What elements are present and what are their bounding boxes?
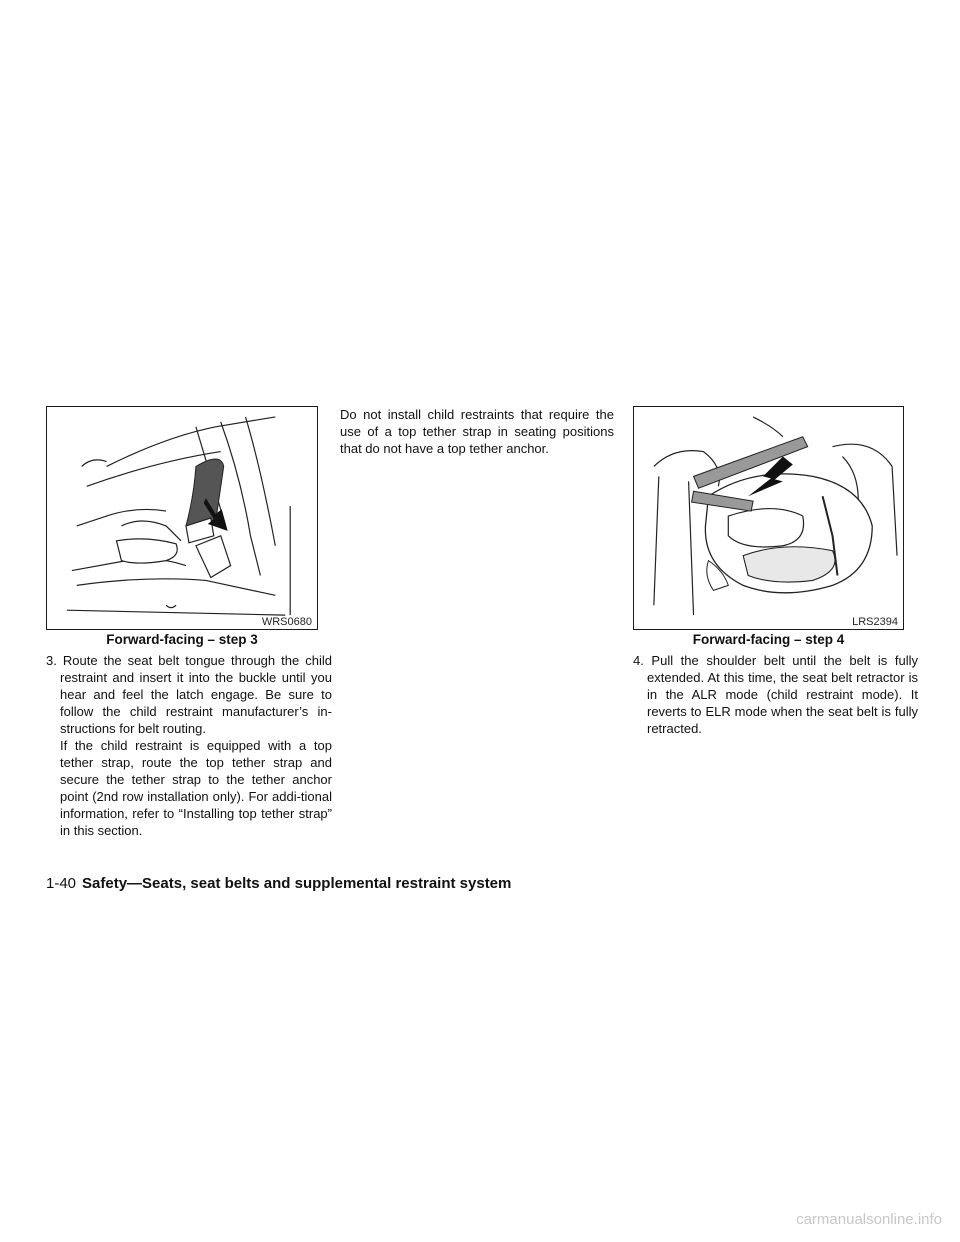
page-footer [46, 875, 511, 892]
section-title: Safety—Seats, seat belts and supplemental restraint system [82, 875, 512, 892]
step3-note: If the child restraint is equipped with a top tether strap, route the top tether strap and secure the tether strap to the tether anchor point (2nd row installation only). For addi-tional information, refer to “Installing top tether strap” in this section. [60, 738, 332, 838]
page-number: 1-40 [46, 875, 77, 892]
caption-step4: Forward-facing – step 4 [692, 632, 845, 647]
figure-code: WRS0680 [261, 616, 312, 628]
figure-code: LRS2394 [852, 616, 898, 628]
step3-text: 3. Route the seat belt tongue through the child restraint and insert it into the buckle until you hear and feel the latch engage. Be sure to follow the child restraint manufacturer’s in-structions for belt routing. [46, 653, 332, 736]
illustration-child-seat [634, 407, 903, 629]
illustration-belt-buckle [47, 407, 317, 629]
caption-step3: Forward-facing – step 3 [106, 632, 258, 647]
figure-step4 [633, 406, 904, 630]
step4-text: 4. Pull the shoulder belt until the belt is fully extended. At this time, the seat belt retractor is in the ALR mode (child restraint mode). It reverts to ELR mode when the seat belt is fully retracted. [633, 653, 918, 736]
figure-step3 [46, 406, 318, 630]
middle-paragraph: Do not install child restraints that require the use of a top tether strap in seating positions that do not have a top tether anchor. [340, 407, 614, 456]
watermark: carmanualsonline.info [796, 1211, 942, 1228]
